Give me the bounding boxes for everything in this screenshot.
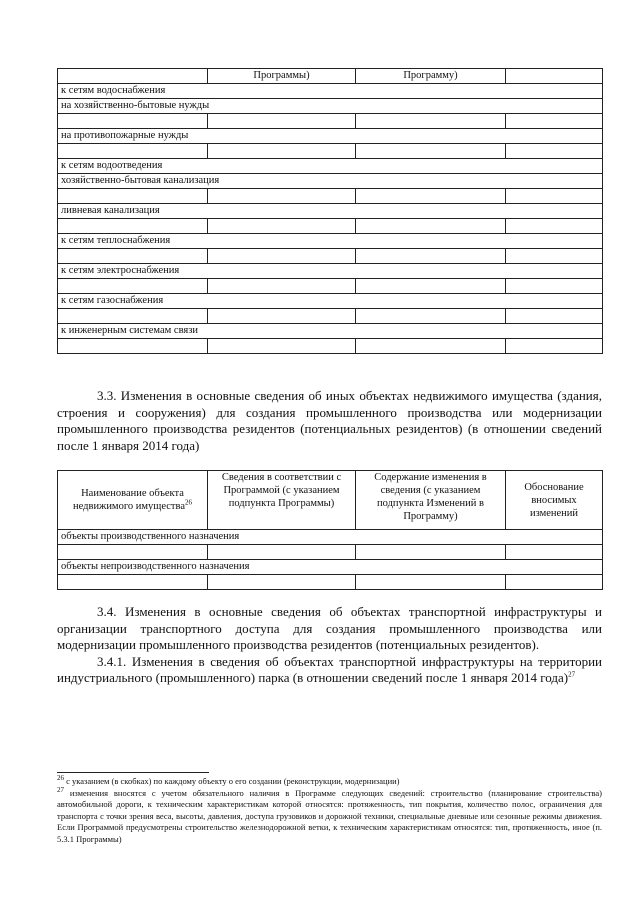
footnote-separator — [57, 772, 209, 773]
footnote-ref-27: 27 — [568, 670, 576, 679]
table-row — [58, 279, 603, 294]
table-cell: Программу) — [356, 69, 506, 84]
engineering-networks-table — [57, 68, 603, 354]
section-3-3 — [57, 388, 602, 454]
footnotes — [57, 776, 602, 845]
section-3-4 — [57, 604, 602, 687]
column-header-name: Наименование объекта недвижимого имущества$^{26}$ — [58, 471, 208, 530]
table-row — [58, 294, 603, 309]
row-label: к сетям теплоснабжения — [58, 234, 603, 249]
table-row — [58, 234, 603, 249]
table-row — [58, 560, 603, 575]
table-row — [58, 204, 603, 219]
row-label: ливневая канализация — [58, 204, 603, 219]
row-label: к сетям водоотведения — [58, 159, 603, 174]
table-row — [58, 159, 603, 174]
table-row — [58, 575, 603, 590]
section-3-4-1-text: 3.4.1. Изменения в сведения об объектах транспортной инфраструктуры на территории индустриального (промышленного) парка (в отношении сведений после 1 января 2014 года)$^{27}$ — [57, 653, 602, 685]
row-label: объекты производственного назначения — [58, 530, 603, 545]
table-row — [58, 189, 603, 204]
table-row — [58, 129, 603, 144]
section-3-3-text: 3.3. Изменения в основные сведения об иных объектах недвижимого имущества (здания, строения и сооружения) для создания промышленного производства или модернизации промышленного производства резидентов (потенциальных резидентов) (в отношении сведений после 1 января 2014 года) — [57, 388, 602, 453]
table-row — [58, 84, 603, 99]
row-label: на хозяйственно-бытовые нужды — [58, 99, 603, 114]
row-label: к сетям водоснабжения — [58, 84, 603, 99]
table-row — [58, 339, 603, 354]
table-row — [58, 99, 603, 114]
row-label: к сетям газоснабжения — [58, 294, 603, 309]
table-row — [58, 249, 603, 264]
table-row — [58, 530, 603, 545]
column-header-justification: Обоснование вносимых изменений — [506, 471, 603, 530]
row-label: на противопожарные нужды — [58, 129, 603, 144]
table-row — [58, 114, 603, 129]
table-header-row — [58, 471, 603, 530]
table-row — [58, 69, 603, 84]
table-cell: Программы) — [208, 69, 356, 84]
section-3-4-text: 3.4. Изменения в основные сведения об объектах транспортной инфраструктуры и организации транспортного доступа для создания промышленного производства или модернизации промышленного производства резидентов (потенциальных резидентов). — [57, 604, 602, 652]
table-row — [58, 545, 603, 560]
table-row — [58, 219, 603, 234]
row-label: хозяйственно-бытовая канализация — [58, 174, 603, 189]
real-estate-objects-table — [57, 470, 603, 590]
column-header-program: Сведения в соответствии с Программой (с указанием подпункта Программы) — [208, 471, 356, 530]
table-row — [58, 144, 603, 159]
row-label: к сетям электроснабжения — [58, 264, 603, 279]
footnote-27: $^{27}$ изменения вносятся с учетом обязательного наличия в Программе следующих сведений: строительство (планирование строительства) автомобильной дороги, к техническим характеристикам которой относятся: протяженность, тип покрытия, количество полос, ограничения для транспорта с точки зрения веса, высоты, давления, доступа грузовиков и дорожной техники, специальные дневные или сезонные режимы движения. Если Программой предусмотрены строительство железнодорожной ветки, к техническим характеристикам относятся: тип, протяженность, иное (п. 5.3.1 Программы) — [57, 785, 602, 844]
footnote-26: $^{26}$ с указанием (в скобках) по каждому объекту о его создании (реконструкции, модернизации) — [57, 774, 400, 786]
footnote-ref-26: 26 — [185, 498, 192, 507]
table-row — [58, 264, 603, 279]
column-header-change: Содержание изменения в сведения (с указанием подпункта Изменений в Программу) — [356, 471, 506, 530]
row-label: объекты непроизводственного назначения — [58, 560, 603, 575]
table-row — [58, 309, 603, 324]
table-row — [58, 324, 603, 339]
table-row — [58, 174, 603, 189]
row-label: к инженерным системам связи — [58, 324, 603, 339]
